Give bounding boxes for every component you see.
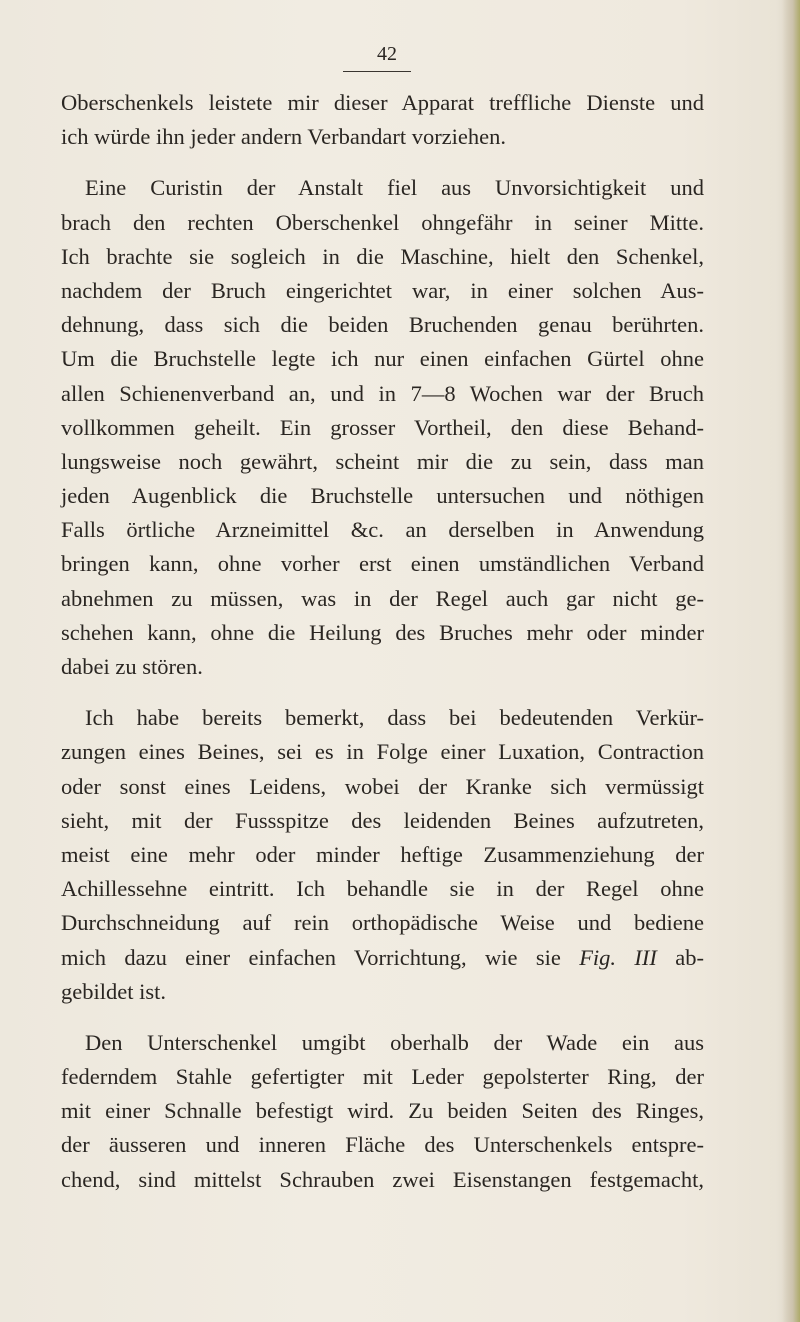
figure-reference: Fig. III [579, 944, 657, 970]
text-line: mit einer Schnalle befestigt wird. Zu beiden Seiten des Ringes, [61, 1098, 704, 1124]
text-line: chend, sind mittelst Schrauben zwei Eisenstangen festgemacht, [61, 1166, 704, 1192]
text-line: Den Unterschenkel umgibt oberhalb der Wade ein aus [85, 1029, 704, 1055]
text-line: Ich brachte sie sogleich in die Maschine, hielt den Schenkel, [61, 243, 704, 269]
text-line: brach den rechten Oberschenkel ohngefähr in seiner Mitte. [61, 209, 704, 235]
text-line: Um die Bruchstelle legte ich nur einen einfachen Gürtel ohne [61, 346, 704, 372]
text-fragment: ab- [656, 944, 704, 970]
text-line-with-figure-ref [61, 941, 704, 975]
text-line: Durchschneidung auf rein orthopädische Weise und bediene [61, 910, 704, 936]
text-line: der äusseren und inneren Fläche des Unterschenkels entspre- [61, 1132, 704, 1158]
text-line: nachdem der Bruch eingerichtet war, in einer solchen Aus- [61, 277, 704, 303]
text-line: schehen kann, ohne die Heilung des Bruches mehr oder minder [61, 619, 704, 645]
text-line: ich würde ihn jeder andern Verbandart vorziehen. [61, 124, 507, 150]
text-line: dehnung, dass sich die beiden Bruchenden genau berührten. [61, 312, 704, 338]
text-line: lungsweise noch gewährt, scheint mir die zu sein, dass man [61, 448, 704, 474]
text-line: Achillessehne eintritt. Ich behandle sie in der Regel ohne [61, 876, 704, 902]
paragraph [61, 701, 704, 1009]
text-line: jeden Augenblick die Bruchstelle untersuchen und nöthigen [61, 483, 704, 509]
text-line: vollkommen geheilt. Ein grosser Vortheil, den diese Behand- [61, 414, 704, 440]
text-line: bringen kann, ohne vorher erst einen umständlichen Verband [61, 551, 704, 577]
text-line: Eine Curistin der Anstalt fiel aus Unvorsichtigkeit und [85, 175, 704, 201]
text-fragment: mich dazu einer einfachen Vorrichtung, wie sie [61, 944, 561, 970]
text-line: dabei zu stören. [61, 654, 203, 679]
text-line: Oberschenkels leistete mir dieser Apparat treffliche Dienste und [61, 90, 704, 115]
page-number: 42 [377, 43, 397, 65]
body-text [61, 86, 704, 1197]
text-line: sieht, mit der Fussspitze des leidenden Beines aufzutreten, [61, 807, 704, 833]
paragraph [61, 1026, 704, 1197]
text-line: federndem Stahle gefertigter mit Leder gepolsterter Ring, der [61, 1064, 704, 1090]
page-number-rule [343, 71, 411, 72]
text-line: abnehmen zu müssen, was in der Regel auch gar nicht ge- [61, 585, 704, 611]
text-line: Falls örtliche Arzneimittel &c. an derselben in Anwendung [61, 517, 704, 543]
text-line: Ich habe bereits bemerkt, dass bei bedeutenden Verkür- [85, 705, 704, 731]
text-line: oder sonst eines Leidens, wobei der Kranke sich vermüssigt [61, 773, 704, 799]
text-line: gebildet ist. [61, 978, 166, 1004]
page-edge-shadow [782, 0, 800, 1322]
text-line: allen Schienenverband an, und in 7—8 Wochen war der Bruch [61, 380, 704, 406]
paragraph [61, 86, 704, 154]
text-line: zungen eines Beines, sei es in Folge einer Luxation, Contraction [61, 739, 704, 765]
paragraph [61, 171, 704, 684]
text-line: meist eine mehr oder minder heftige Zusammenziehung der [61, 841, 704, 867]
